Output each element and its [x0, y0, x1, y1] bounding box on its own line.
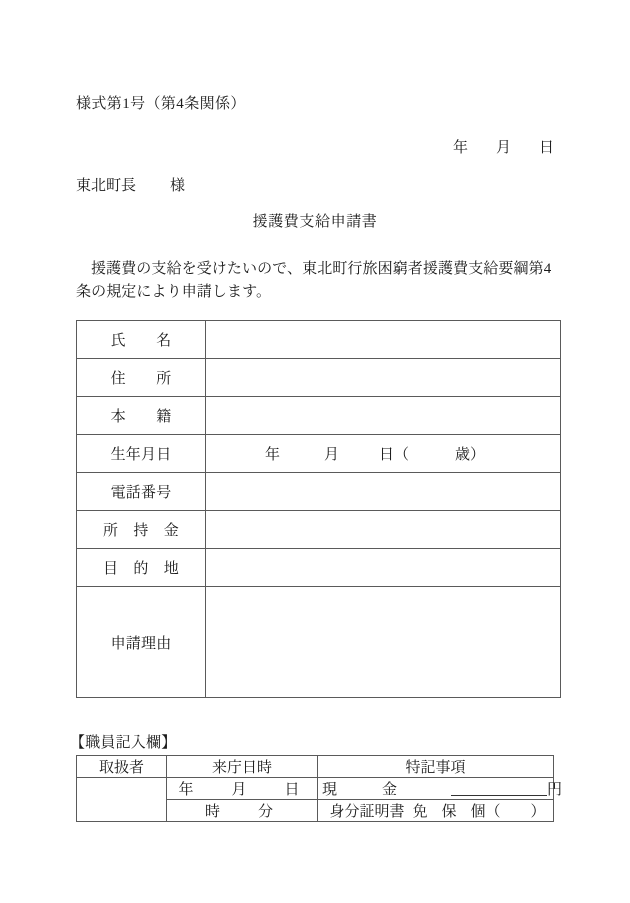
id-document-label: 身分証明書	[329, 804, 405, 820]
id-option-license[interactable]: 免	[412, 804, 428, 820]
addressee-line	[76, 174, 185, 195]
dob-day-label: 日	[378, 447, 394, 463]
cash-amount-rule	[451, 795, 547, 796]
row-value-phone[interactable]	[206, 473, 561, 511]
table-row	[77, 359, 561, 397]
row-value-name[interactable]	[206, 321, 561, 359]
cash-amount-cell[interactable]	[318, 778, 563, 800]
row-value-destination[interactable]	[206, 549, 561, 587]
row-label-name: 氏 名	[77, 321, 206, 359]
row-label-reason: 申請理由	[77, 587, 206, 698]
visit-day-label: 日	[284, 782, 300, 798]
row-value-money-held[interactable]	[206, 511, 561, 549]
row-label-destination: 目 的 地	[77, 549, 206, 587]
body-paragraph: 援護費の支給を受けたいので、東北町行旅困窮者援護費支給要綱第4条の規定により申請します。	[76, 261, 552, 301]
header-visit-datetime: 来庁日時	[167, 756, 318, 778]
row-label-address: 住 所	[77, 359, 206, 397]
document-title: 援護費支給申請書	[252, 214, 378, 230]
dob-paren-open: （	[394, 447, 410, 463]
table-row	[77, 549, 561, 587]
row-label-phone: 電話番号	[77, 473, 206, 511]
table-row	[77, 587, 561, 698]
visit-month-label: 月	[231, 782, 247, 798]
table-row	[77, 397, 561, 435]
cash-unit-label: 円	[547, 782, 563, 798]
id-option-insurance[interactable]: 保	[441, 804, 457, 820]
dob-age-unit: 歳）	[455, 447, 486, 463]
row-value-registered-domicile[interactable]	[206, 397, 561, 435]
table-row	[77, 511, 561, 549]
id-option-close-paren: ）	[530, 804, 546, 820]
id-document-cell[interactable]	[318, 800, 554, 822]
visit-hour-label: 時	[204, 804, 220, 820]
table-row	[77, 321, 561, 359]
row-label-registered-domicile: 本 籍	[77, 397, 206, 435]
table-header-row	[77, 756, 554, 778]
header-handler: 取扱者	[77, 756, 167, 778]
date-day-label: 日	[538, 140, 554, 156]
row-value-birthdate[interactable]	[206, 435, 561, 473]
date-line	[0, 136, 554, 157]
handler-value-cell[interactable]	[77, 778, 167, 822]
row-label-money-held: 所 持 金	[77, 511, 206, 549]
table-row	[77, 435, 561, 473]
birthdate-placeholder-line	[214, 443, 560, 464]
dob-month-label: 月	[323, 447, 339, 463]
table-row	[77, 473, 561, 511]
staff-section-heading: 【職員記入欄】	[70, 735, 177, 751]
row-label-birthdate: 生年月日	[77, 435, 206, 473]
id-option-other[interactable]: 個（	[470, 804, 501, 820]
form-number: 様式第1号（第4条関係）	[76, 96, 246, 112]
table-row	[77, 778, 554, 800]
header-remarks: 特記事項	[318, 756, 554, 778]
cash-label: 現 金	[322, 782, 398, 798]
visit-minute-label: 分	[258, 804, 274, 820]
row-value-address[interactable]	[206, 359, 561, 397]
visit-date-cell[interactable]	[167, 778, 318, 800]
applicant-table	[76, 320, 561, 698]
dob-year-label: 年	[264, 447, 280, 463]
visit-year-label: 年	[178, 782, 194, 798]
date-month-label: 月	[495, 140, 511, 156]
addressee-honorific: 様	[170, 178, 186, 194]
date-year-label: 年	[452, 140, 468, 156]
visit-time-cell[interactable]	[167, 800, 318, 822]
addressee-name: 東北町長	[76, 178, 137, 194]
staff-entry-table	[76, 755, 563, 822]
row-value-reason[interactable]	[206, 587, 561, 698]
